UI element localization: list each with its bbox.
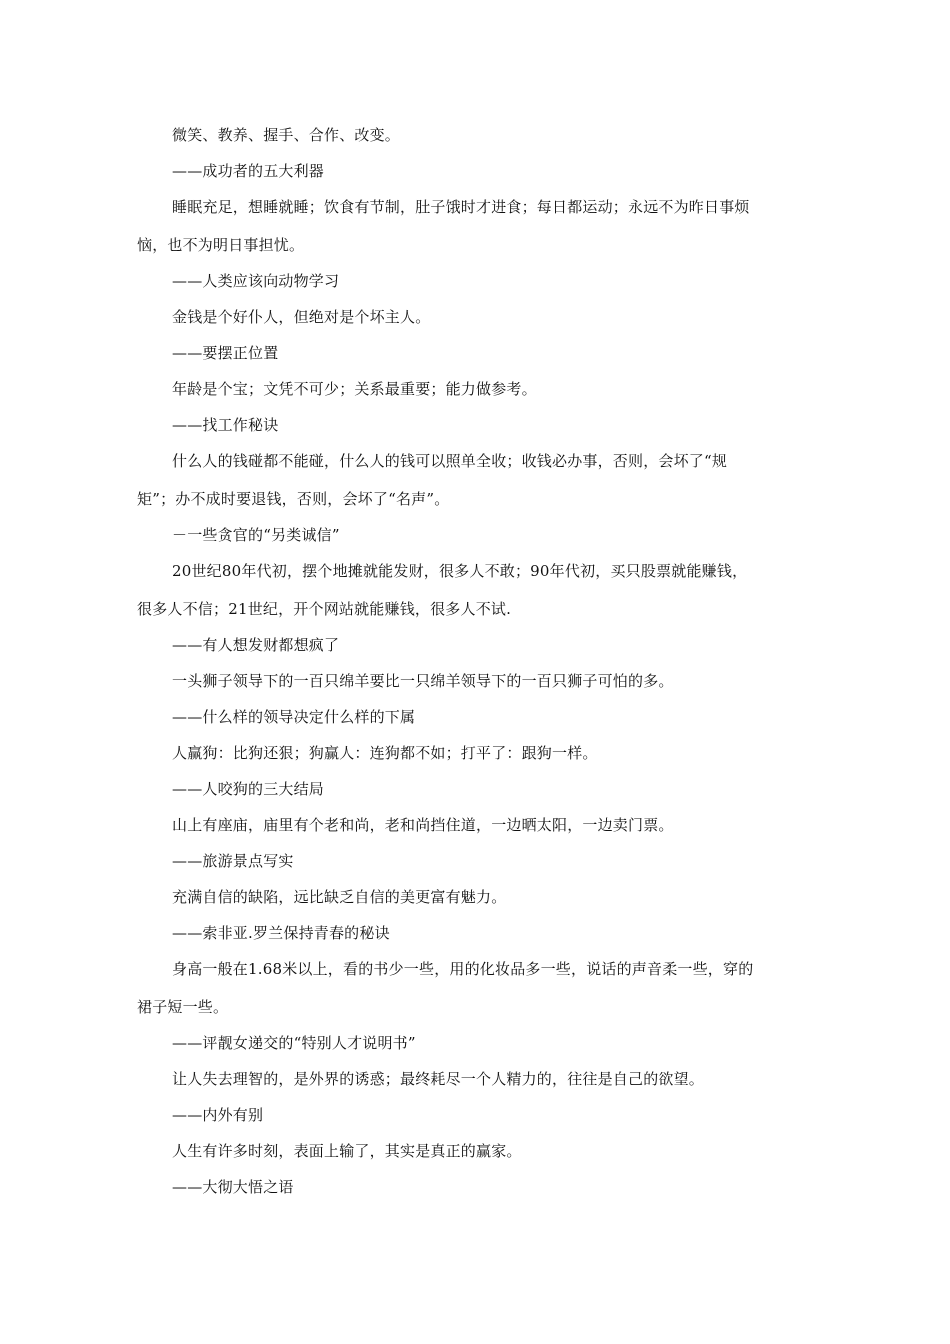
quote-line: 一头狮子领导下的一百只绵羊要比一只绵羊领导下的一百只狮子可怕的多。 <box>172 672 674 690</box>
quote-line: 人生有许多时刻，表面上输了，其实是真正的赢家。 <box>172 1142 522 1160</box>
quote-attribution: ——旅游景点写实 <box>172 852 294 870</box>
quote-line: 金钱是个好仆人，但绝对是个坏主人。 <box>172 308 431 326</box>
quote-line: 什么人的钱碰都不能碰，什么人的钱可以照单全收；收钱必办事，否则，会坏了“规 <box>172 452 728 470</box>
quote-attribution: ——成功者的五大利器 <box>172 162 325 180</box>
quote-line: 睡眠充足，想睡就睡；饮食有节制，肚子饿时才进食；每日都运动；永远不为昨日事烦 <box>172 198 750 216</box>
quote-line: 山上有座庙，庙里有个老和尚，老和尚挡住道，一边晒太阳，一边卖门票。 <box>172 816 674 834</box>
quote-attribution: ——找工作秘诀 <box>172 416 279 434</box>
quote-line: 让人失去理智的，是外界的诱惑；最终耗尽一个人精力的，往往是自己的欲望。 <box>172 1070 705 1088</box>
quote-attribution: －一些贪官的“另类诚信” <box>172 526 340 544</box>
quote-attribution: ——内外有别 <box>172 1106 264 1124</box>
document-body <box>137 124 817 1212</box>
quote-attribution: ——人咬狗的三大结局 <box>172 780 325 798</box>
quote-line: 很多人不信；21世纪，开个网站就能赚钱，很多人不试. <box>137 600 512 618</box>
quote-attribution: ——索非亚.罗兰保持青春的秘诀 <box>172 924 390 942</box>
quote-line: 充满自信的缺陷，远比缺乏自信的美更富有魅力。 <box>172 888 507 906</box>
quote-line: 20世纪80年代初，摆个地摊就能发财，很多人不敢；90年代初，买只股票就能赚钱， <box>172 562 748 580</box>
quote-attribution: ——什么样的领导决定什么样的下属 <box>172 708 416 726</box>
quote-attribution: ——要摆正位置 <box>172 344 279 362</box>
quote-line: 年龄是个宝；文凭不可少；关系最重要；能力做参考。 <box>172 380 537 398</box>
quote-attribution: ——评靓女递交的“特别人才说明书” <box>172 1034 416 1052</box>
quote-line: 人赢狗：比狗还狠；狗赢人：连狗都不如；打平了：跟狗一样。 <box>172 744 598 762</box>
quote-line: 微笑、教养、握手、合作、改变。 <box>172 126 401 144</box>
quote-attribution: ——有人想发财都想疯了 <box>172 636 340 654</box>
quote-line: 身高一般在1.68米以上，看的书少一些，用的化妆品多一些，说话的声音柔一些，穿的 <box>172 960 754 978</box>
quote-attribution: ——人类应该向动物学习 <box>172 272 340 290</box>
quote-line: 矩”；办不成时要退钱，否则，会坏了“名声”。 <box>137 490 450 508</box>
quote-line: 恼，也不为明日事担忧。 <box>137 236 305 254</box>
quote-attribution: ——大彻大悟之语 <box>172 1178 294 1196</box>
quote-line: 裙子短一些。 <box>137 998 229 1016</box>
